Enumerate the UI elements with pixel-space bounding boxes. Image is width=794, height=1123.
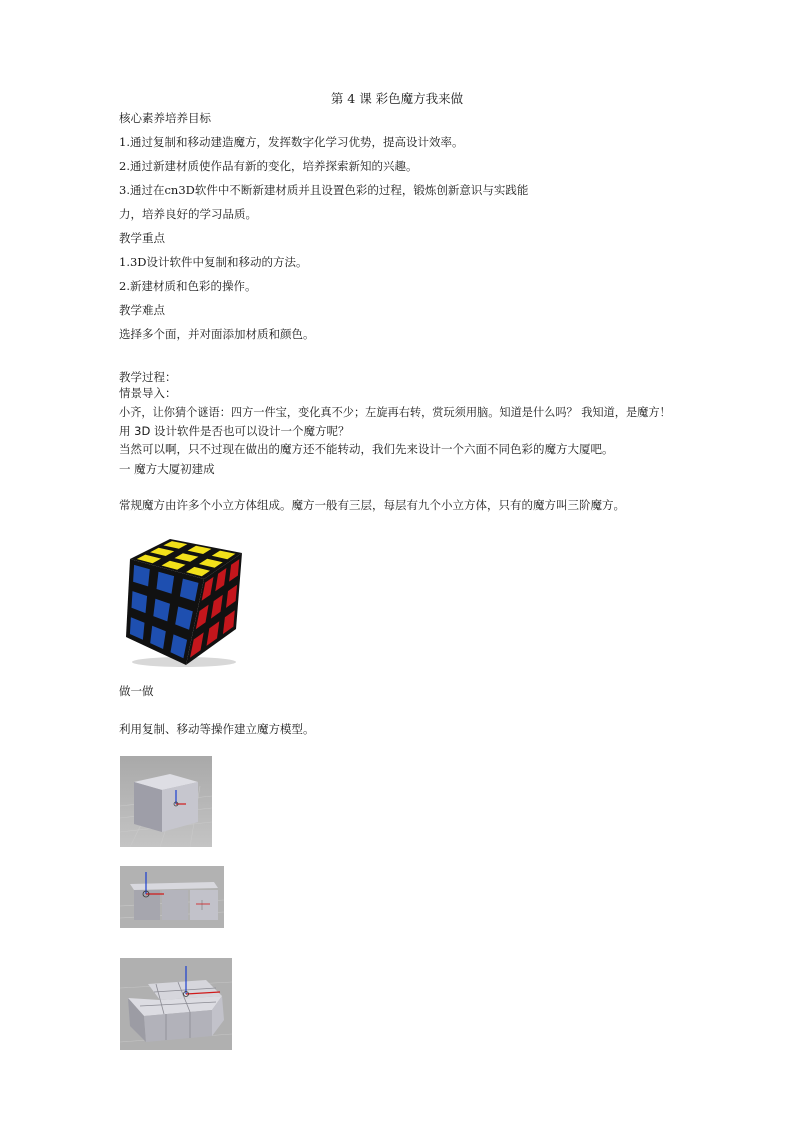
key-point-item: 1.3D设计软件中复制和移动的方法。 <box>119 255 308 269</box>
rubiks-cube-image <box>118 537 250 669</box>
cube-layer-screenshot <box>120 958 232 1050</box>
single-cube-screenshot <box>120 756 212 847</box>
cube-row-screenshot <box>120 866 224 928</box>
section-text: 常规魔方由许多个小立方体组成。魔方一般有三层，每层有九个小立方体，只有的魔方叫三阶魔方。 <box>119 498 625 512</box>
section-title: 一 魔方大厦初建成 <box>119 462 215 476</box>
difficulty-text: 选择多个面，并对面添加材质和颜色。 <box>119 327 315 341</box>
goal-item: 1.通过复制和移动建造魔方，发挥数字化学习优势，提高设计效率。 <box>119 135 464 149</box>
goals-heading: 核心素养培养目标 <box>119 111 211 125</box>
key-point-item: 2.新建材质和色彩的操作。 <box>119 279 257 293</box>
activity-text: 利用复制、移动等操作建立魔方模型。 <box>119 722 315 736</box>
difficulty-heading: 教学难点 <box>119 303 165 317</box>
intro-line: 小齐，让你猜个谜语：四方一件宝，变化真不少；左旋再右转，赏玩须用脑。知道是什么吗？ 我知道，是魔方！ <box>119 406 671 419</box>
intro-line: 用 3D 设计软件是否也可以设计一个魔方呢？ <box>119 424 350 438</box>
activity-heading: 做一做 <box>119 684 154 698</box>
page-title: 第 4 课 彩色魔方我来做 <box>330 91 464 106</box>
goal-item: 3.通过在cn3D软件中不断新建材质并且设置色彩的过程，锻炼创新意识与实践能 <box>119 183 529 197</box>
intro-heading: 情景导入： <box>119 386 177 400</box>
goal-item: 力，培养良好的学习品质。 <box>119 207 257 221</box>
intro-line: 当然可以啊，只不过现在做出的魔方还不能转动，我们先来设计一个六面不同色彩的魔方大厦吧。 <box>119 442 614 456</box>
process-heading: 教学过程： <box>119 370 177 384</box>
goal-item: 2.通过新建材质使作品有新的变化，培养探索新知的兴趣。 <box>119 159 418 173</box>
key-points-heading: 教学重点 <box>119 231 165 245</box>
